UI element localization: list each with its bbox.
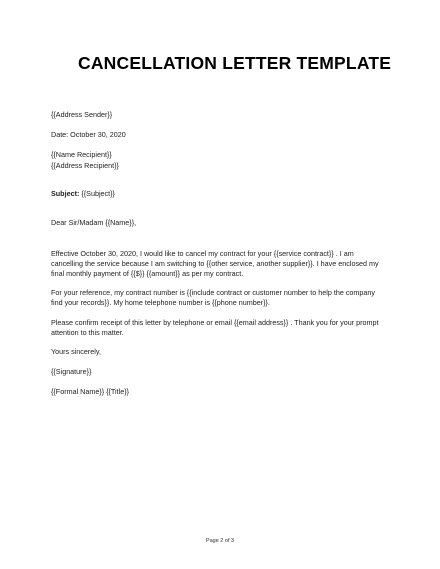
formal-name-title: {{Formal Name}} {{Title}} (51, 387, 130, 396)
document-title: CANCELLATION LETTER TEMPLATE (78, 53, 392, 73)
name-recipient: {{Name Recipient}} (51, 150, 112, 159)
address-recipient: {{Address Recipient}} (51, 161, 119, 170)
signature: {{Signature}} (51, 367, 92, 376)
paragraph1-line1: Effective October 30, 2020, I would like to cancel my contract for your {{service contract}} . I am (51, 249, 354, 258)
paragraph2-line2: find your records}}. My home telephone number is {{phone number}}. (51, 298, 270, 307)
subject-line (51, 189, 115, 200)
paragraph3-line1: Please confirm receipt of this letter by telephone or email {{email address}} . Thank you for your prompt (51, 318, 379, 327)
letter-date: Date: October 30, 2020 (51, 130, 126, 139)
paragraph3-line2: attention to this matter. (51, 328, 124, 337)
page-number: Page 2 of 3 (205, 538, 235, 544)
subject-value: {{Subject}} (79, 189, 115, 198)
subject-label: Subject: (51, 189, 80, 198)
closing: Yours sincerely, (51, 347, 101, 356)
address-sender: {{Address Sender}} (51, 110, 113, 119)
paragraph1-line2: cancelling the service because I am switching to {{other service, another supplier}}. I have enclosed my (51, 259, 379, 268)
paragraph2-line1: For your reference, my contract number is {{include contract or customer number to help the company (51, 288, 375, 297)
paragraph1-line3: final monthly payment of {{$}} {{amount}} as per my contract. (51, 269, 244, 278)
salutation: Dear Sir/Madam {{Name}}, (51, 218, 137, 227)
